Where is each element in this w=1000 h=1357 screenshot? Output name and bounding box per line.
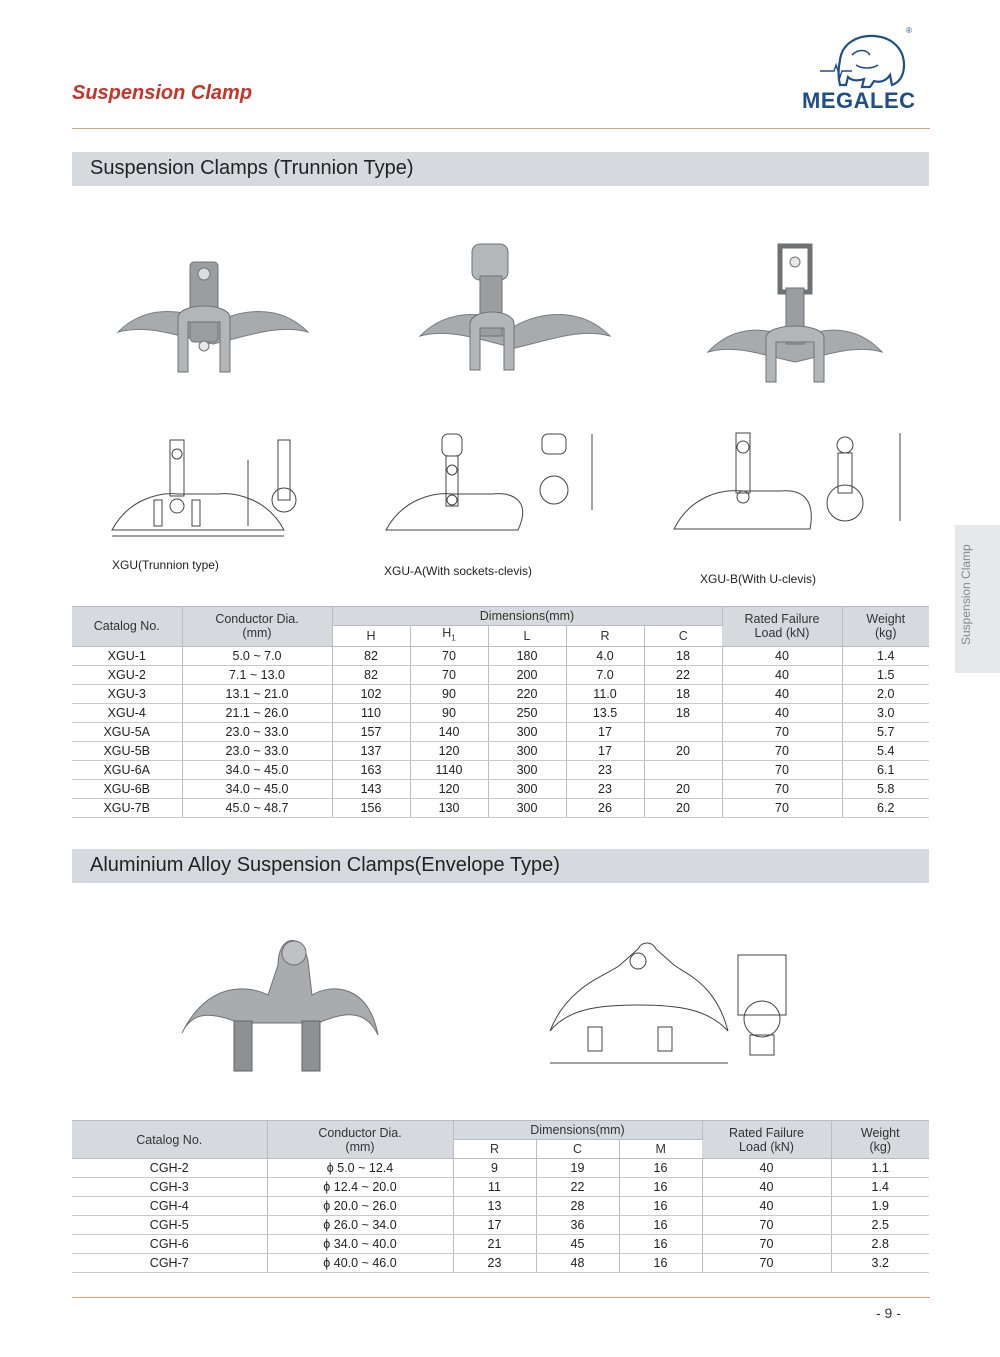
table-cell: 82 (332, 646, 410, 665)
logo-text: MEGALEC (802, 88, 916, 113)
table-cell: 7.0 (566, 665, 644, 684)
table-cell: CGH-3 (72, 1178, 267, 1197)
table-row (72, 760, 929, 779)
table-cell: 23.0 ~ 33.0 (182, 722, 332, 741)
page-header-title: Suspension Clamp (72, 82, 253, 104)
table-cell: 300 (488, 722, 566, 741)
table-cell: 70 (702, 1254, 831, 1273)
table-row (72, 779, 929, 798)
section-title-bar-trunnion (72, 152, 929, 186)
table-cell: 2.8 (831, 1235, 929, 1254)
table-cell: 23 (453, 1254, 536, 1273)
table-cell: 5.0 ~ 7.0 (182, 646, 332, 665)
col-catalog: Catalog No. (72, 1121, 267, 1159)
table-cell: 1.4 (831, 1178, 929, 1197)
table-cell: 16 (619, 1178, 702, 1197)
table-cell: CGH-4 (72, 1197, 267, 1216)
table-cell: 70 (722, 798, 842, 817)
col-catalog: Catalog No. (72, 607, 182, 647)
table-cell: 70 (410, 665, 488, 684)
table-cell: 45 (536, 1235, 619, 1254)
col-c: C (644, 626, 722, 647)
table-row (72, 684, 929, 703)
table-cell: CGH-2 (72, 1159, 267, 1178)
table-cell: XGU-4 (72, 703, 182, 722)
table-cell: 17 (566, 741, 644, 760)
table-cell: 4.0 (566, 646, 644, 665)
table-row (72, 1178, 929, 1197)
table-cell: 70 (722, 779, 842, 798)
table-cell: XGU-5B (72, 741, 182, 760)
table-cell: ϕ 20.0 ~ 26.0 (267, 1197, 453, 1216)
table-cell: 20 (644, 779, 722, 798)
table-cell: 28 (536, 1197, 619, 1216)
table-cell: 16 (619, 1235, 702, 1254)
table-cell: 7.1 ~ 13.0 (182, 665, 332, 684)
table-cell: 70 (702, 1235, 831, 1254)
table-cell: XGU-7B (72, 798, 182, 817)
table-cell: 300 (488, 779, 566, 798)
table-cell: 70 (722, 741, 842, 760)
table-cell: 18 (644, 646, 722, 665)
xgu-product-photo (108, 232, 318, 392)
table-cell: 17 (453, 1216, 536, 1235)
table-cell: XGU-6B (72, 779, 182, 798)
table-cell: 40 (722, 703, 842, 722)
table-cell: 9 (453, 1159, 536, 1178)
table-cell: 1140 (410, 760, 488, 779)
table-cell: 120 (410, 779, 488, 798)
table-cell: 70 (722, 722, 842, 741)
table-cell: 16 (619, 1216, 702, 1235)
table-row (72, 1235, 929, 1254)
table-cell: 1.5 (842, 665, 929, 684)
table-cell: CGH-5 (72, 1216, 267, 1235)
table-cell: ϕ 26.0 ~ 34.0 (267, 1216, 453, 1235)
table-cell: 34.0 ~ 45.0 (182, 760, 332, 779)
table-cell: 3.0 (842, 703, 929, 722)
col-h: H (332, 626, 410, 647)
col-l: L (488, 626, 566, 647)
table-cell: 45.0 ~ 48.7 (182, 798, 332, 817)
table-cell: 120 (410, 741, 488, 760)
table-cell: 1.9 (831, 1197, 929, 1216)
table-cell: 143 (332, 779, 410, 798)
table-cell: XGU-3 (72, 684, 182, 703)
table-cell: ϕ 34.0 ~ 40.0 (267, 1235, 453, 1254)
table-cell: 16 (619, 1159, 702, 1178)
table-cell: 5.8 (842, 779, 929, 798)
section-title-bar-envelope (72, 849, 929, 883)
table-row (72, 665, 929, 684)
table-cell: 23 (566, 760, 644, 779)
table-cell (644, 760, 722, 779)
table-cell: 48 (536, 1254, 619, 1273)
table-cell: 163 (332, 760, 410, 779)
table-cell: 34.0 ~ 45.0 (182, 779, 332, 798)
table-cell: 40 (702, 1197, 831, 1216)
table-cell: 18 (644, 684, 722, 703)
table-cell: 200 (488, 665, 566, 684)
table-cell: 2.0 (842, 684, 929, 703)
cgh-product-photo (178, 925, 383, 1075)
table-cell: 11 (453, 1178, 536, 1197)
table-cell: 6.1 (842, 760, 929, 779)
col-conductor: Conductor Dia. (mm) (182, 607, 332, 647)
table-cell: 5.4 (842, 741, 929, 760)
table-cell: 23.0 ~ 33.0 (182, 741, 332, 760)
table-cell: 157 (332, 722, 410, 741)
col-r: R (453, 1140, 536, 1159)
table-cell: 137 (332, 741, 410, 760)
table-cell: 5.7 (842, 722, 929, 741)
trunnion-spec-table (72, 606, 929, 818)
table-cell: ϕ 12.4 ~ 20.0 (267, 1178, 453, 1197)
header-divider (72, 128, 930, 129)
table-cell: 40 (722, 665, 842, 684)
table-cell: 220 (488, 684, 566, 703)
table-cell: 6.2 (842, 798, 929, 817)
col-weight: Weight (kg) (842, 607, 929, 647)
table-cell: 11.0 (566, 684, 644, 703)
side-tab (955, 525, 1000, 673)
table-row (72, 703, 929, 722)
table-cell: 90 (410, 703, 488, 722)
table-cell: 23 (566, 779, 644, 798)
table-cell: 26 (566, 798, 644, 817)
registered-mark: ® (906, 26, 912, 35)
table-row (72, 741, 929, 760)
table-cell: 21.1 ~ 26.0 (182, 703, 332, 722)
table-cell: 2.5 (831, 1216, 929, 1235)
table-cell: 250 (488, 703, 566, 722)
side-tab-label: Suspension Clamp (959, 544, 973, 645)
table-cell: 82 (332, 665, 410, 684)
table-cell: 20 (644, 741, 722, 760)
cgh-technical-drawing (548, 935, 838, 1075)
table-row (72, 1197, 929, 1216)
xgu-technical-drawing (108, 430, 328, 545)
table-cell: 18 (644, 703, 722, 722)
xgu-a-technical-drawing (382, 430, 612, 545)
table-cell: ϕ 40.0 ~ 46.0 (267, 1254, 453, 1273)
table-row (72, 1159, 929, 1178)
table-cell: 102 (332, 684, 410, 703)
table-cell: 70 (702, 1216, 831, 1235)
table-cell: XGU-1 (72, 646, 182, 665)
section-title: Aluminium Alloy Suspension Clamps(Envelope Type) (90, 854, 560, 876)
table-cell: 300 (488, 798, 566, 817)
page-number: - 9 - (876, 1305, 901, 1321)
table-cell: 13 (453, 1197, 536, 1216)
table-cell: 22 (644, 665, 722, 684)
col-load: Rated Failure Load (kN) (722, 607, 842, 647)
table-cell: 140 (410, 722, 488, 741)
col-r: R (566, 626, 644, 647)
table-cell: 36 (536, 1216, 619, 1235)
xgu-b-technical-drawing (670, 425, 920, 545)
col-h1: $H_1$ (410, 626, 488, 647)
table-cell: 16 (619, 1254, 702, 1273)
table-cell: 1.1 (831, 1159, 929, 1178)
table-cell: 22 (536, 1178, 619, 1197)
col-load: Rated Failure Load (kN) (702, 1121, 831, 1159)
table-cell: 70 (722, 760, 842, 779)
caption-xgu-b: XGU-B(With U-clevis) (700, 572, 816, 586)
table-cell: 70 (410, 646, 488, 665)
table-cell: 17 (566, 722, 644, 741)
table-row (72, 1216, 929, 1235)
table-cell: 90 (410, 684, 488, 703)
section-title: Suspension Clamps (Trunnion Type) (90, 157, 414, 179)
table-cell: 20 (644, 798, 722, 817)
table-cell: 40 (722, 684, 842, 703)
table-row (72, 1254, 929, 1273)
table-cell: 40 (722, 646, 842, 665)
table-row (72, 646, 929, 665)
xgu-a-product-photo (410, 240, 620, 390)
table-cell: 19 (536, 1159, 619, 1178)
table-cell: 300 (488, 760, 566, 779)
table-cell: 300 (488, 741, 566, 760)
table-cell: XGU-5A (72, 722, 182, 741)
table-row (72, 798, 929, 817)
xgu-b-product-photo (700, 242, 890, 397)
col-dimensions: Dimensions(mm) (332, 607, 722, 626)
table-cell: XGU-6A (72, 760, 182, 779)
table-cell: 21 (453, 1235, 536, 1254)
caption-xgu: XGU(Trunnion type) (112, 558, 219, 572)
table-cell: 13.5 (566, 703, 644, 722)
table-cell: 180 (488, 646, 566, 665)
table-cell: 110 (332, 703, 410, 722)
col-conductor: Conductor Dia. (mm) (267, 1121, 453, 1159)
table-cell: 16 (619, 1197, 702, 1216)
table-row (72, 722, 929, 741)
table-cell: 40 (702, 1178, 831, 1197)
col-m: M (619, 1140, 702, 1159)
table-cell: 13.1 ~ 21.0 (182, 684, 332, 703)
footer-divider (72, 1297, 930, 1298)
col-weight: Weight (kg) (831, 1121, 929, 1159)
table-cell: 1.4 (842, 646, 929, 665)
table-cell: CGH-6 (72, 1235, 267, 1254)
table-cell: ϕ 5.0 ~ 12.4 (267, 1159, 453, 1178)
table-cell: 156 (332, 798, 410, 817)
caption-xgu-a: XGU-A(With sockets-clevis) (384, 564, 533, 578)
col-dimensions: Dimensions(mm) (453, 1121, 702, 1140)
table-cell (644, 722, 722, 741)
table-cell: 130 (410, 798, 488, 817)
col-c: C (536, 1140, 619, 1159)
table-cell: 3.2 (831, 1254, 929, 1273)
table-cell: XGU-2 (72, 665, 182, 684)
envelope-spec-table (72, 1120, 929, 1273)
table-cell: 40 (702, 1159, 831, 1178)
table-cell: CGH-7 (72, 1254, 267, 1273)
